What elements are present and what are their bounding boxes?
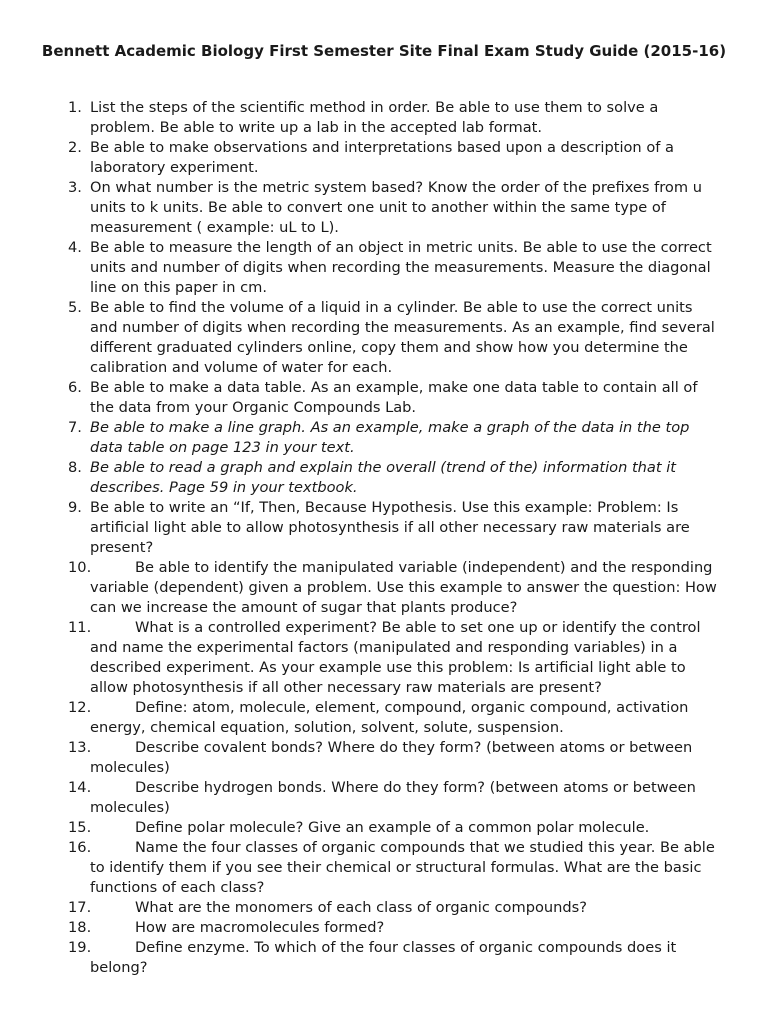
item-number: 3. bbox=[68, 179, 82, 196]
list-item bbox=[0, 418, 768, 458]
list-item bbox=[0, 918, 768, 938]
item-number: 13. bbox=[68, 739, 92, 756]
list-item bbox=[0, 238, 768, 298]
item-number: 15. bbox=[68, 819, 92, 836]
item-number: 12. bbox=[68, 699, 92, 716]
list-item bbox=[0, 178, 768, 238]
list-item bbox=[0, 98, 768, 138]
list-item bbox=[0, 458, 768, 498]
item-text: Define polar molecule? Give an example of a common polar molecule. bbox=[135, 819, 650, 836]
item-text: Be able to identify the manipulated variable (independent) and the responding variable (dependent) given a problem. Use this example to answer the question: How can we increase the amount of sugar that plants produce? bbox=[90, 559, 717, 616]
item-number: 11. bbox=[68, 619, 92, 636]
list-item bbox=[0, 138, 768, 178]
item-text: What is a controlled experiment? Be able to set one up or identify the control and name the experimental factors (manipulated and responding variables) in a described experiment. As your example use this problem: Is artificial light able to allow photosynthesis if all other necessary raw materials are present? bbox=[90, 619, 701, 696]
list-item bbox=[0, 938, 768, 978]
item-number: 17. bbox=[68, 899, 92, 916]
item-number: 6. bbox=[68, 379, 82, 396]
item-number: 1. bbox=[68, 99, 82, 116]
item-text: Be able to measure the length of an object in metric units. Be able to use the correct units and number of digits when recording the measurements. Measure the diagonal line on this paper in cm. bbox=[90, 239, 712, 296]
item-text: On what number is the metric system based? Know the order of the prefixes from u units to k units. Be able to convert one unit to another within the same type of measurement ( example: uL to L). bbox=[90, 179, 702, 236]
item-number: 14. bbox=[68, 779, 92, 796]
list-item bbox=[0, 698, 768, 738]
item-text: What are the monomers of each class of organic compounds? bbox=[135, 899, 587, 916]
list-item bbox=[0, 378, 768, 418]
item-number: 10. bbox=[68, 559, 92, 576]
item-text: Define enzyme. To which of the four classes of organic compounds does it belong? bbox=[90, 939, 677, 976]
item-text: Be able to make observations and interpretations based upon a description of a laboratory experiment. bbox=[90, 139, 674, 176]
item-text: Name the four classes of organic compounds that we studied this year. Be able to identify them if you see their chemical or structural formulas. What are the basic functions of each class? bbox=[90, 839, 715, 896]
study-guide-list bbox=[0, 98, 768, 978]
list-item bbox=[0, 618, 768, 698]
item-text: Define: atom, molecule, element, compound, organic compound, activation energy, chemical equation, solution, solvent, solute, suspension. bbox=[90, 699, 689, 736]
item-number: 9. bbox=[68, 499, 82, 516]
list-item bbox=[0, 838, 768, 898]
list-item bbox=[0, 298, 768, 378]
item-number: 19. bbox=[68, 939, 92, 956]
list-item bbox=[0, 818, 768, 838]
item-text: Describe covalent bonds? Where do they form? (between atoms or between molecules) bbox=[90, 739, 693, 776]
document-title: Bennett Academic Biology First Semester Site Final Exam Study Guide (2015-16) bbox=[41, 42, 727, 60]
list-item bbox=[0, 498, 768, 558]
item-text: How are macromolecules formed? bbox=[135, 919, 385, 936]
item-number: 4. bbox=[68, 239, 82, 256]
item-text: Be able to find the volume of a liquid in a cylinder. Be able to use the correct units and number of digits when recording the measurements. As an example, find several different graduated cylinders online, copy them and show how you determine the calibration and volume of water for each. bbox=[90, 299, 715, 376]
item-text: List the steps of the scientific method in order. Be able to use them to solve a problem. Be able to write up a lab in the accepted lab format. bbox=[90, 99, 659, 136]
item-text: Be able to write an “If, Then, Because Hypothesis. Use this example: Problem: Is artificial light able to allow photosynthesis if all other necessary raw materials are present? bbox=[90, 499, 690, 556]
item-number: 8. bbox=[68, 459, 82, 476]
item-number: 5. bbox=[68, 299, 82, 316]
list-item bbox=[0, 558, 768, 618]
item-number: 7. bbox=[68, 419, 82, 436]
list-item bbox=[0, 778, 768, 818]
item-number: 2. bbox=[68, 139, 82, 156]
item-text: Be able to make a data table. As an example, make one data table to contain all of the data from your Organic Compounds Lab. bbox=[90, 379, 698, 416]
list-item bbox=[0, 738, 768, 778]
item-text: Be able to read a graph and explain the overall (trend of the) information that it describes. Page 59 in your textbook. bbox=[90, 459, 677, 496]
item-number: 18. bbox=[68, 919, 92, 936]
list-item bbox=[0, 898, 768, 918]
item-text: Describe hydrogen bonds. Where do they form? (between atoms or between molecules) bbox=[90, 779, 696, 816]
item-text: Be able to make a line graph. As an example, make a graph of the data in the top data table on page 123 in your text. bbox=[90, 419, 690, 456]
item-number: 16. bbox=[68, 839, 92, 856]
